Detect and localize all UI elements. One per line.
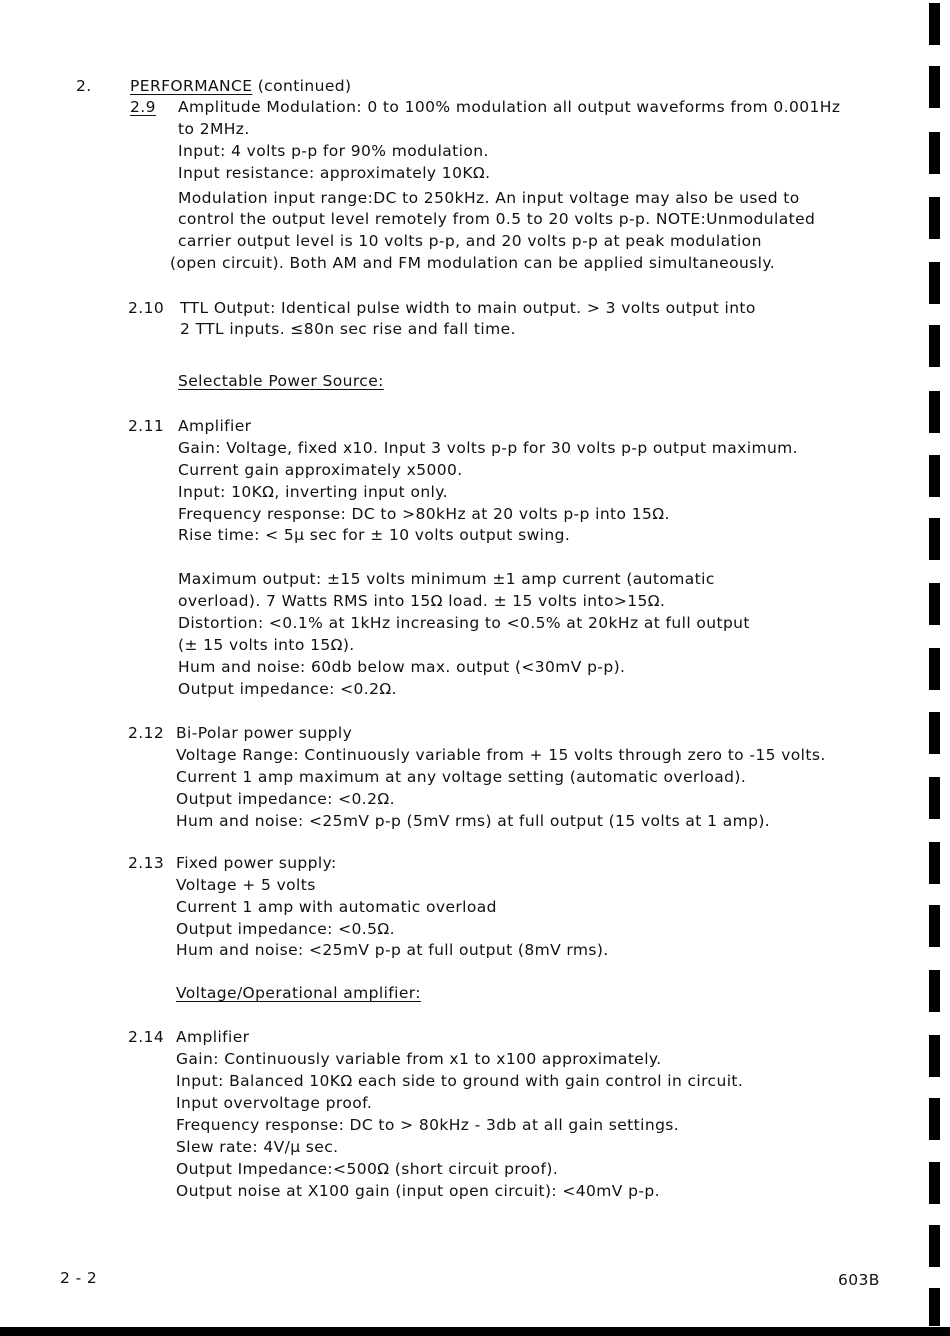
item-2-9-line-6: control the output level remotely from 0.5 to 20 volts p-p. NOTE:Unmodulated: [178, 210, 816, 228]
item-2-11-line-10: (± 15 volts into 15Ω).: [178, 636, 355, 654]
margin-mark: [929, 1035, 940, 1077]
item-2-13-line-4: Output impedance: <0.5Ω.: [176, 920, 395, 938]
item-number-2-10: 2.10: [128, 299, 165, 317]
item-2-13-line-2: Voltage + 5 volts: [176, 876, 316, 894]
footer-page-number: 2 - 2: [60, 1269, 98, 1287]
margin-mark: [929, 455, 940, 497]
item-2-11-line-3: Current gain approximately x5000.: [178, 461, 463, 479]
item-2-11-line-4: Input: 10KΩ, inverting input only.: [178, 483, 448, 501]
item-2-13-line-3: Current 1 amp with automatic overload: [176, 898, 497, 916]
item-2-11-line-8: overload). 7 Watts RMS into 15Ω load. ± 15 volts into>15Ω.: [178, 592, 666, 610]
margin-mark: [929, 970, 940, 1012]
item-2-11-line-1: Amplifier: [178, 417, 252, 435]
item-2-11-line-11: Hum and noise: 60db below max. output (<30mV p-p).: [178, 658, 626, 676]
margin-mark: [929, 66, 940, 108]
item-2-14-line-5: Frequency response: DC to > 80kHz - 3db at all gain settings.: [176, 1116, 680, 1134]
margin-mark: [929, 1098, 940, 1140]
item-2-9-line-1: Amplitude Modulation: 0 to 100% modulation all output waveforms from 0.001Hz: [178, 98, 841, 116]
item-2-9-line-2: to 2MHz.: [178, 120, 250, 138]
item-2-13-line-5: Hum and noise: <25mV p-p at full output (8mV rms).: [176, 941, 609, 959]
section-title-text: PERFORMANCE: [130, 77, 253, 95]
item-2-14-line-6: Slew rate: 4V/μ sec.: [176, 1138, 339, 1156]
item-2-12-line-5: Hum and noise: <25mV p-p (5mV rms) at full output (15 volts at 1 amp).: [176, 812, 771, 830]
item-number-2-13: 2.13: [128, 854, 165, 872]
item-2-12-line-2: Voltage Range: Continuously variable from + 15 volts through zero to -15 volts.: [176, 746, 826, 764]
margin-mark: [929, 648, 940, 690]
margin-mark: [929, 262, 940, 304]
item-number-2-14: 2.14: [128, 1028, 165, 1046]
item-2-13-line-1: Fixed power supply:: [176, 854, 337, 872]
item-2-14-line-3: Input: Balanced 10KΩ each side to ground with gain control in circuit.: [176, 1072, 744, 1090]
margin-mark: [929, 132, 940, 174]
item-2-14-line-4: Input overvoltage proof.: [176, 1094, 373, 1112]
margin-mark: [929, 1288, 940, 1326]
heading-voltage-operational-amplifier: Voltage/Operational amplifier:: [176, 984, 421, 1002]
item-2-9-line-8: (open circuit). Both AM and FM modulation can be applied simultaneously.: [170, 254, 776, 272]
heading-selectable-power-source: Selectable Power Source:: [178, 372, 384, 390]
item-2-11-line-9: Distortion: <0.1% at 1kHz increasing to <0.5% at 20kHz at full output: [178, 614, 750, 632]
margin-mark: [929, 905, 940, 947]
margin-mark: [929, 1162, 940, 1204]
item-2-12-line-3: Current 1 amp maximum at any voltage setting (automatic overload).: [176, 768, 747, 786]
item-2-11-line-6: Rise time: < 5μ sec for ± 10 volts output swing.: [178, 526, 571, 544]
item-2-14-line-8: Output noise at X100 gain (input open circuit): <40mV p-p.: [176, 1182, 660, 1200]
item-2-11-line-7: Maximum output: ±15 volts minimum ±1 amp current (automatic: [178, 570, 715, 588]
margin-mark: [929, 583, 940, 625]
item-2-9-line-5: Modulation input range:DC to 250kHz. An input voltage may also be used to: [178, 189, 800, 207]
item-2-12-line-4: Output impedance: <0.2Ω.: [176, 790, 395, 808]
item-number-2-9: 2.9: [130, 98, 156, 116]
margin-mark: [929, 1225, 940, 1267]
item-2-9-line-7: carrier output level is 10 volts p-p, and 20 volts p-p at peak modulation: [178, 232, 762, 250]
item-2-14-line-2: Gain: Continuously variable from x1 to x100 approximately.: [176, 1050, 662, 1068]
scan-bottom-edge: [0, 1327, 950, 1336]
margin-mark: [929, 325, 940, 367]
margin-mark: [929, 842, 940, 884]
margin-mark: [929, 391, 940, 433]
item-2-9-line-4: Input resistance: approximately 10KΩ.: [178, 164, 491, 182]
margin-mark: [929, 197, 940, 239]
margin-mark: [929, 3, 940, 45]
item-2-10-line-1: TTL Output: Identical pulse width to main output. > 3 volts output into: [180, 299, 756, 317]
item-2-11-line-2: Gain: Voltage, fixed x10. Input 3 volts p-p for 30 volts p-p output maximum.: [178, 439, 798, 457]
section-title-suffix: (continued): [257, 77, 352, 95]
item-number-2-12: 2.12: [128, 724, 165, 742]
item-2-14-line-1: Amplifier: [176, 1028, 250, 1046]
margin-mark: [929, 777, 940, 819]
margin-mark: [929, 712, 940, 754]
footer-model-number: 603B: [838, 1271, 880, 1289]
item-2-12-line-1: Bi-Polar power supply: [176, 724, 353, 742]
item-2-14-line-7: Output Impedance:<500Ω (short circuit proof).: [176, 1160, 559, 1178]
item-2-11-line-5: Frequency response: DC to >80kHz at 20 volts p-p into 15Ω.: [178, 505, 670, 523]
section-number: 2.: [76, 77, 92, 95]
item-2-11-line-12: Output impedance: <0.2Ω.: [178, 680, 397, 698]
margin-mark: [929, 518, 940, 560]
item-2-10-line-2: 2 TTL inputs. ≤80n sec rise and fall time.: [180, 320, 516, 338]
item-number-2-11: 2.11: [128, 417, 165, 435]
item-2-9-line-3: Input: 4 volts p-p for 90% modulation.: [178, 142, 489, 160]
